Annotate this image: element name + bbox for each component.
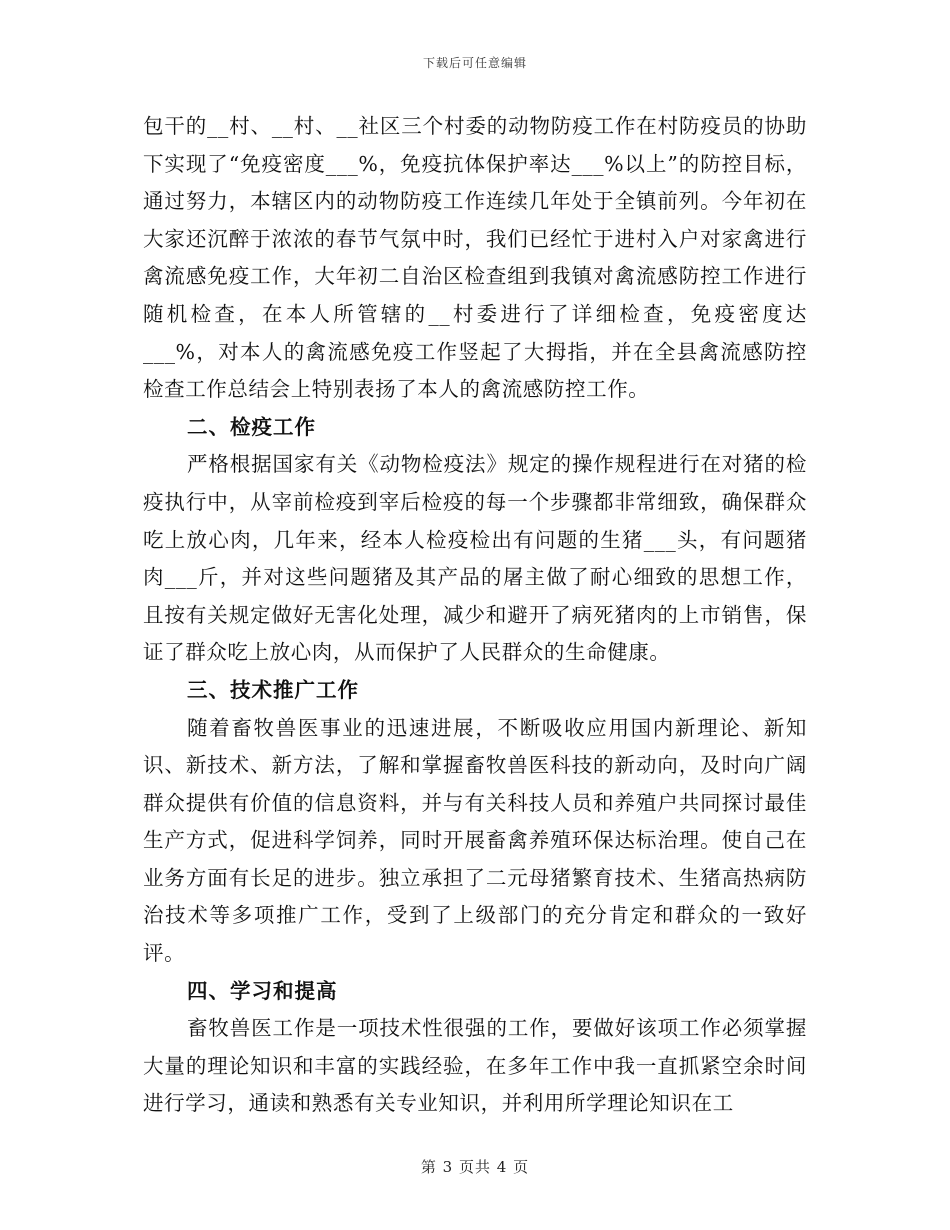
paragraph-quarantine: 严格根据国家有关《动物检疫法》规定的操作规程进行在对猪的检疫执行中，从宰前检疫到宰后检疫的每一个步骤都非常细致，确保群众吃上放心肉，几年来，经本人检疫检出有问题的生猪___头，有问题猪肉___斤，并对这些问题猪及其产品的屠主做了耐心细致的思想工作，且按有关规定做好无害化处理，减少和避开了病死猪肉的上市销售，保证了群众吃上放心肉，从而保护了人民群众的生命健康。 xyxy=(143,452,807,665)
page-number: 第 3 页共 4 页 xyxy=(420,1158,530,1176)
paragraph-epidemic-prevention: 包干的__村、__村、__社区三个村委的动物防疫工作在村防疫员的协助下实现了“免疫密度___%，免疫抗体保护率达___%以上”的防控目标，通过努力，本辖区内的动物防疫工作连续几年处于全镇前列。今年初在大家还沉醉于浓浓的春节气氛中时，我们已经忙于进村入户对家禽进行禽流感免疫工作，大年初二自治区检查组到我镇对禽流感防控工作进行随机检查，在本人所管辖的__村委进行了详细检查，免疫密度达___%，对本人的禽流感免疫工作竖起了大拇指，并在全县禽流感防控检查工作总结会上特别表扬了本人的禽流感防控工作。 xyxy=(143,114,807,402)
section-heading-tech-promotion: 三、技术推广工作 xyxy=(187,677,359,702)
paragraph-tech-promotion: 随着畜牧兽医事业的迅速进展，不断吸收应用国内新理论、新知识、新技术、新方法，了解和掌握畜牧兽医科技的新动向，及时向广阔群众提供有价值的信息资料，并与有关科技人员和养殖户共同探讨最佳生产方式，促进科学饲养，同时开展畜禽养殖环保达标治理。使自己在业务方面有长足的进步。独立承担了二元母猪繁育技术、生猪高热病防治技术等多项推广工作，受到了上级部门的充分肯定和群众的一致好评。 xyxy=(143,715,807,966)
paragraph-study: 畜牧兽医工作是一项技术性很强的工作，要做好该项工作必须掌握大量的理论知识和丰富的实践经验，在多年工作中我一直抓紧空余时间进行学习，通读和熟悉有关专业知识，并利用所学理论知识在工 xyxy=(143,1016,807,1116)
section-heading-quarantine: 二、检疫工作 xyxy=(187,414,316,439)
document-body xyxy=(143,108,807,1123)
page-header: 下载后可任意编辑 xyxy=(422,56,527,70)
section-heading-study: 四、学习和提高 xyxy=(187,978,338,1003)
